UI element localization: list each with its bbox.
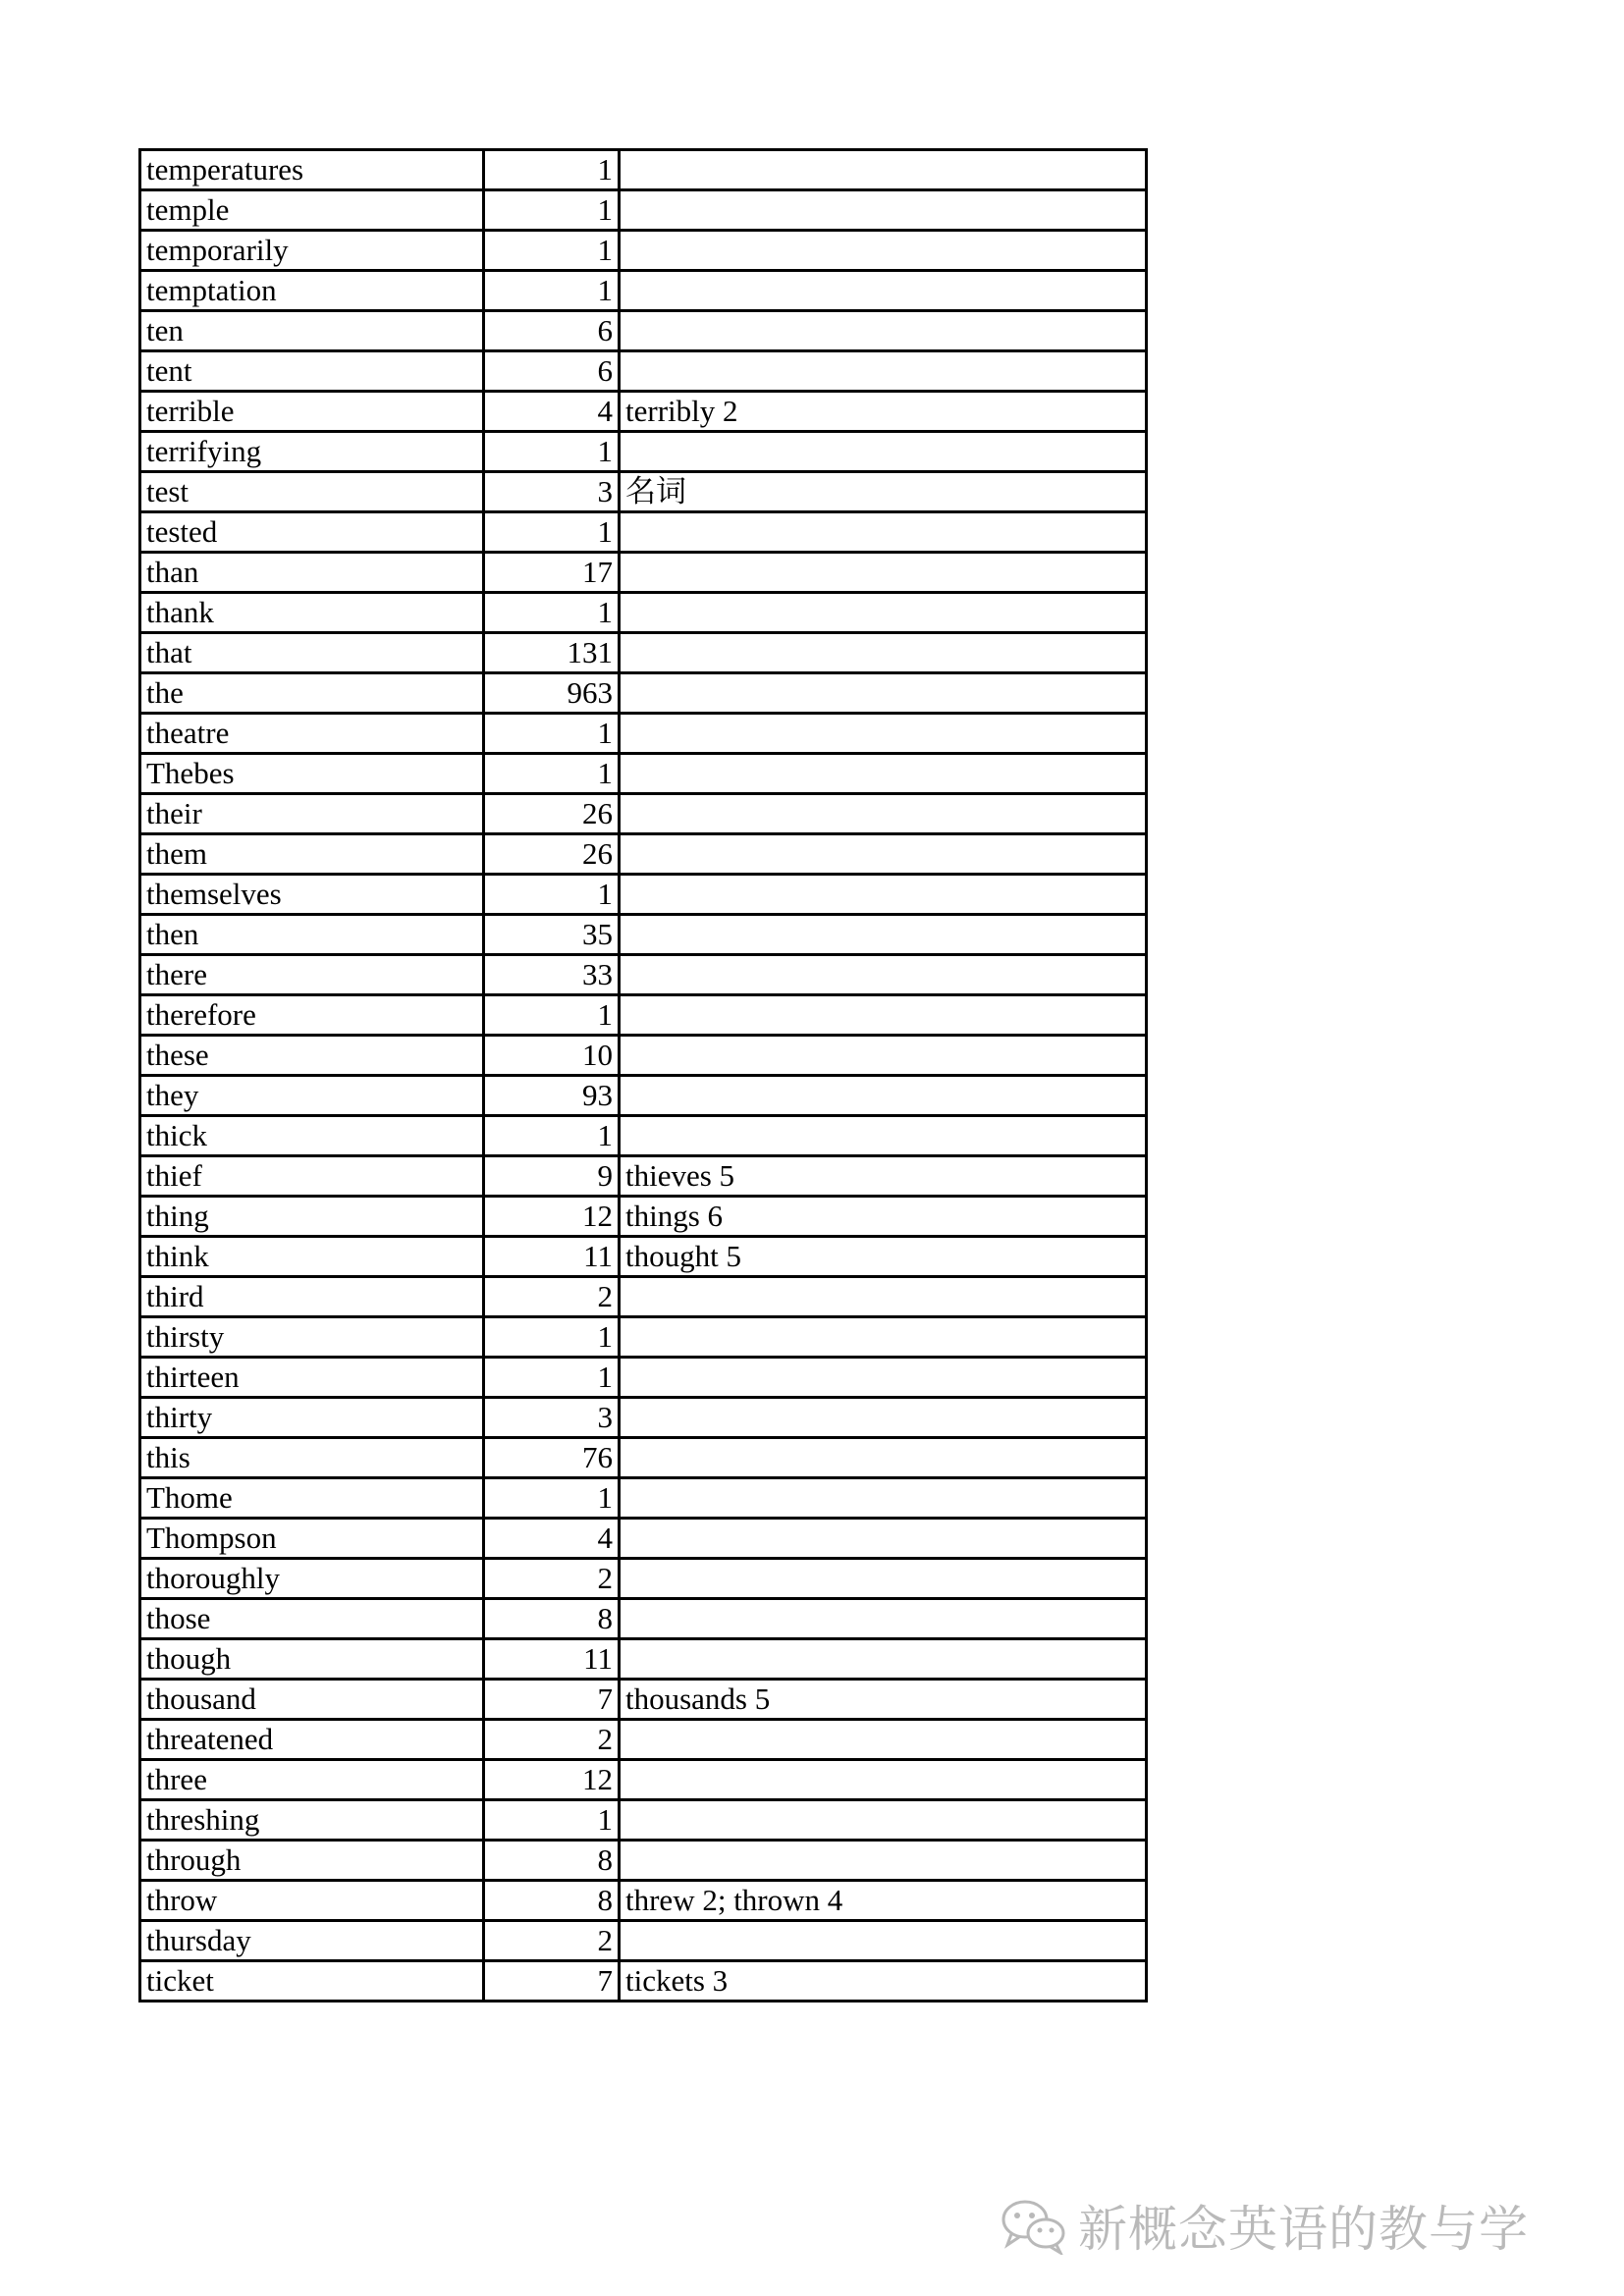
count-cell: 76 — [484, 1438, 620, 1478]
note-cell — [620, 875, 1147, 915]
table-row — [140, 1760, 1147, 1800]
count-cell: 2 — [484, 1720, 620, 1760]
table-row — [140, 1277, 1147, 1317]
count-cell: 1 — [484, 271, 620, 311]
word-cell: through — [140, 1841, 484, 1881]
table-row — [140, 1398, 1147, 1438]
note-cell: threw 2; thrown 4 — [620, 1881, 1147, 1921]
count-cell: 6 — [484, 311, 620, 351]
note-cell — [620, 593, 1147, 633]
note-cell — [620, 1599, 1147, 1639]
word-cell: therefore — [140, 995, 484, 1036]
table-row — [140, 1116, 1147, 1156]
note-cell — [620, 1720, 1147, 1760]
table-row — [140, 472, 1147, 512]
note-cell: tickets 3 — [620, 1961, 1147, 2002]
table-row — [140, 754, 1147, 794]
word-cell: ten — [140, 311, 484, 351]
word-cell: themselves — [140, 875, 484, 915]
word-frequency-table — [138, 148, 1148, 2002]
word-cell: that — [140, 633, 484, 673]
watermark-text: 新概念英语的教与学 — [1078, 2201, 1529, 2258]
table-row — [140, 633, 1147, 673]
note-cell — [620, 633, 1147, 673]
count-cell: 131 — [484, 633, 620, 673]
table-row — [140, 1519, 1147, 1559]
table-row — [140, 1921, 1147, 1961]
table-row — [140, 1076, 1147, 1116]
table-row — [140, 955, 1147, 995]
note-cell — [620, 834, 1147, 875]
table-row — [140, 271, 1147, 311]
count-cell: 1 — [484, 432, 620, 472]
word-cell: their — [140, 794, 484, 834]
count-cell: 26 — [484, 794, 620, 834]
count-cell: 1 — [484, 231, 620, 271]
note-cell — [620, 955, 1147, 995]
word-cell: ticket — [140, 1961, 484, 2002]
count-cell: 2 — [484, 1921, 620, 1961]
word-cell: three — [140, 1760, 484, 1800]
word-cell: terrifying — [140, 432, 484, 472]
word-cell: thousand — [140, 1680, 484, 1720]
count-cell: 4 — [484, 392, 620, 432]
note-cell — [620, 351, 1147, 392]
note-cell — [620, 1036, 1147, 1076]
word-cell: these — [140, 1036, 484, 1076]
table-row — [140, 190, 1147, 231]
word-cell: there — [140, 955, 484, 995]
note-cell — [620, 512, 1147, 553]
note-cell — [620, 190, 1147, 231]
count-cell: 1 — [484, 714, 620, 754]
table-row — [140, 673, 1147, 714]
word-cell: temperatures — [140, 150, 484, 190]
table-row — [140, 311, 1147, 351]
word-cell: though — [140, 1639, 484, 1680]
count-cell: 33 — [484, 955, 620, 995]
table-row — [140, 593, 1147, 633]
count-cell: 6 — [484, 351, 620, 392]
note-cell — [620, 1478, 1147, 1519]
word-cell: thank — [140, 593, 484, 633]
table-row — [140, 1961, 1147, 2002]
table-row — [140, 1438, 1147, 1478]
table-row — [140, 1358, 1147, 1398]
table-row — [140, 834, 1147, 875]
note-cell — [620, 1800, 1147, 1841]
count-cell: 1 — [484, 754, 620, 794]
note-cell: terribly 2 — [620, 392, 1147, 432]
table-row — [140, 1156, 1147, 1197]
table-row — [140, 1317, 1147, 1358]
word-cell: tent — [140, 351, 484, 392]
table-row — [140, 794, 1147, 834]
note-cell — [620, 150, 1147, 190]
table-row — [140, 1881, 1147, 1921]
count-cell: 1 — [484, 1478, 620, 1519]
note-cell — [620, 311, 1147, 351]
word-cell: Thome — [140, 1478, 484, 1519]
count-cell: 1 — [484, 1116, 620, 1156]
word-cell: threatened — [140, 1720, 484, 1760]
word-cell: the — [140, 673, 484, 714]
count-cell: 7 — [484, 1961, 620, 2002]
table-row — [140, 1237, 1147, 1277]
table-row — [140, 1800, 1147, 1841]
note-cell: thousands 5 — [620, 1680, 1147, 1720]
note-cell — [620, 1116, 1147, 1156]
note-cell — [620, 794, 1147, 834]
note-cell: thought 5 — [620, 1237, 1147, 1277]
word-cell: temple — [140, 190, 484, 231]
table-row — [140, 1036, 1147, 1076]
note-cell — [620, 231, 1147, 271]
word-cell: thing — [140, 1197, 484, 1237]
table-row — [140, 512, 1147, 553]
word-cell: then — [140, 915, 484, 955]
table-row — [140, 1559, 1147, 1599]
count-cell: 1 — [484, 593, 620, 633]
word-cell: test — [140, 472, 484, 512]
count-cell: 9 — [484, 1156, 620, 1197]
word-cell: thirty — [140, 1398, 484, 1438]
count-cell: 1 — [484, 1317, 620, 1358]
count-cell: 11 — [484, 1639, 620, 1680]
word-cell: thirteen — [140, 1358, 484, 1398]
count-cell: 35 — [484, 915, 620, 955]
count-cell: 17 — [484, 553, 620, 593]
note-cell — [620, 1921, 1147, 1961]
count-cell: 1 — [484, 512, 620, 553]
note-cell — [620, 1398, 1147, 1438]
count-cell: 11 — [484, 1237, 620, 1277]
word-cell: thursday — [140, 1921, 484, 1961]
word-cell: throw — [140, 1881, 484, 1921]
table-row — [140, 875, 1147, 915]
table-row — [140, 351, 1147, 392]
word-cell: temporarily — [140, 231, 484, 271]
count-cell: 963 — [484, 673, 620, 714]
word-cell: thoroughly — [140, 1559, 484, 1599]
table-row — [140, 1680, 1147, 1720]
table-row — [140, 915, 1147, 955]
word-cell: theatre — [140, 714, 484, 754]
table-row — [140, 1478, 1147, 1519]
note-cell — [620, 1841, 1147, 1881]
word-cell: Thebes — [140, 754, 484, 794]
word-cell: thirsty — [140, 1317, 484, 1358]
word-cell: think — [140, 1237, 484, 1277]
count-cell: 1 — [484, 995, 620, 1036]
count-cell: 8 — [484, 1599, 620, 1639]
note-cell — [620, 1076, 1147, 1116]
table-row — [140, 1639, 1147, 1680]
count-cell: 3 — [484, 1398, 620, 1438]
count-cell: 1 — [484, 150, 620, 190]
word-cell: them — [140, 834, 484, 875]
count-cell: 1 — [484, 875, 620, 915]
count-cell: 8 — [484, 1841, 620, 1881]
table-row — [140, 1599, 1147, 1639]
table-row — [140, 1841, 1147, 1881]
count-cell: 26 — [484, 834, 620, 875]
note-cell — [620, 1317, 1147, 1358]
table-row — [140, 150, 1147, 190]
note-cell: 名词 — [620, 472, 1147, 512]
word-cell: Thompson — [140, 1519, 484, 1559]
count-cell: 12 — [484, 1760, 620, 1800]
count-cell: 93 — [484, 1076, 620, 1116]
word-cell: terrible — [140, 392, 484, 432]
word-cell: than — [140, 553, 484, 593]
count-cell: 4 — [484, 1519, 620, 1559]
word-cell: third — [140, 1277, 484, 1317]
note-cell — [620, 1358, 1147, 1398]
word-cell: this — [140, 1438, 484, 1478]
word-cell: thick — [140, 1116, 484, 1156]
count-cell: 12 — [484, 1197, 620, 1237]
word-cell: tested — [140, 512, 484, 553]
count-cell: 2 — [484, 1559, 620, 1599]
count-cell: 2 — [484, 1277, 620, 1317]
note-cell — [620, 754, 1147, 794]
wechat-icon — [1000, 2196, 1068, 2255]
count-cell: 7 — [484, 1680, 620, 1720]
note-cell — [620, 1639, 1147, 1680]
note-cell — [620, 553, 1147, 593]
note-cell: thieves 5 — [620, 1156, 1147, 1197]
note-cell — [620, 432, 1147, 472]
note-cell: things 6 — [620, 1197, 1147, 1237]
count-cell: 8 — [484, 1881, 620, 1921]
table-body — [140, 150, 1147, 2002]
note-cell — [620, 1438, 1147, 1478]
table-row — [140, 231, 1147, 271]
table-row — [140, 553, 1147, 593]
word-cell: those — [140, 1599, 484, 1639]
table-row — [140, 1197, 1147, 1237]
table-row — [140, 392, 1147, 432]
note-cell — [620, 1277, 1147, 1317]
count-cell: 3 — [484, 472, 620, 512]
note-cell — [620, 915, 1147, 955]
note-cell — [620, 1559, 1147, 1599]
watermark — [1000, 2191, 1529, 2260]
count-cell: 1 — [484, 1800, 620, 1841]
word-cell: thief — [140, 1156, 484, 1197]
note-cell — [620, 995, 1147, 1036]
word-cell: temptation — [140, 271, 484, 311]
count-cell: 1 — [484, 1358, 620, 1398]
table-row — [140, 432, 1147, 472]
note-cell — [620, 714, 1147, 754]
word-cell: they — [140, 1076, 484, 1116]
note-cell — [620, 271, 1147, 311]
note-cell — [620, 1760, 1147, 1800]
note-cell — [620, 1519, 1147, 1559]
table-row — [140, 995, 1147, 1036]
table-row — [140, 1720, 1147, 1760]
count-cell: 10 — [484, 1036, 620, 1076]
count-cell: 1 — [484, 190, 620, 231]
note-cell — [620, 673, 1147, 714]
word-cell: threshing — [140, 1800, 484, 1841]
table-row — [140, 714, 1147, 754]
